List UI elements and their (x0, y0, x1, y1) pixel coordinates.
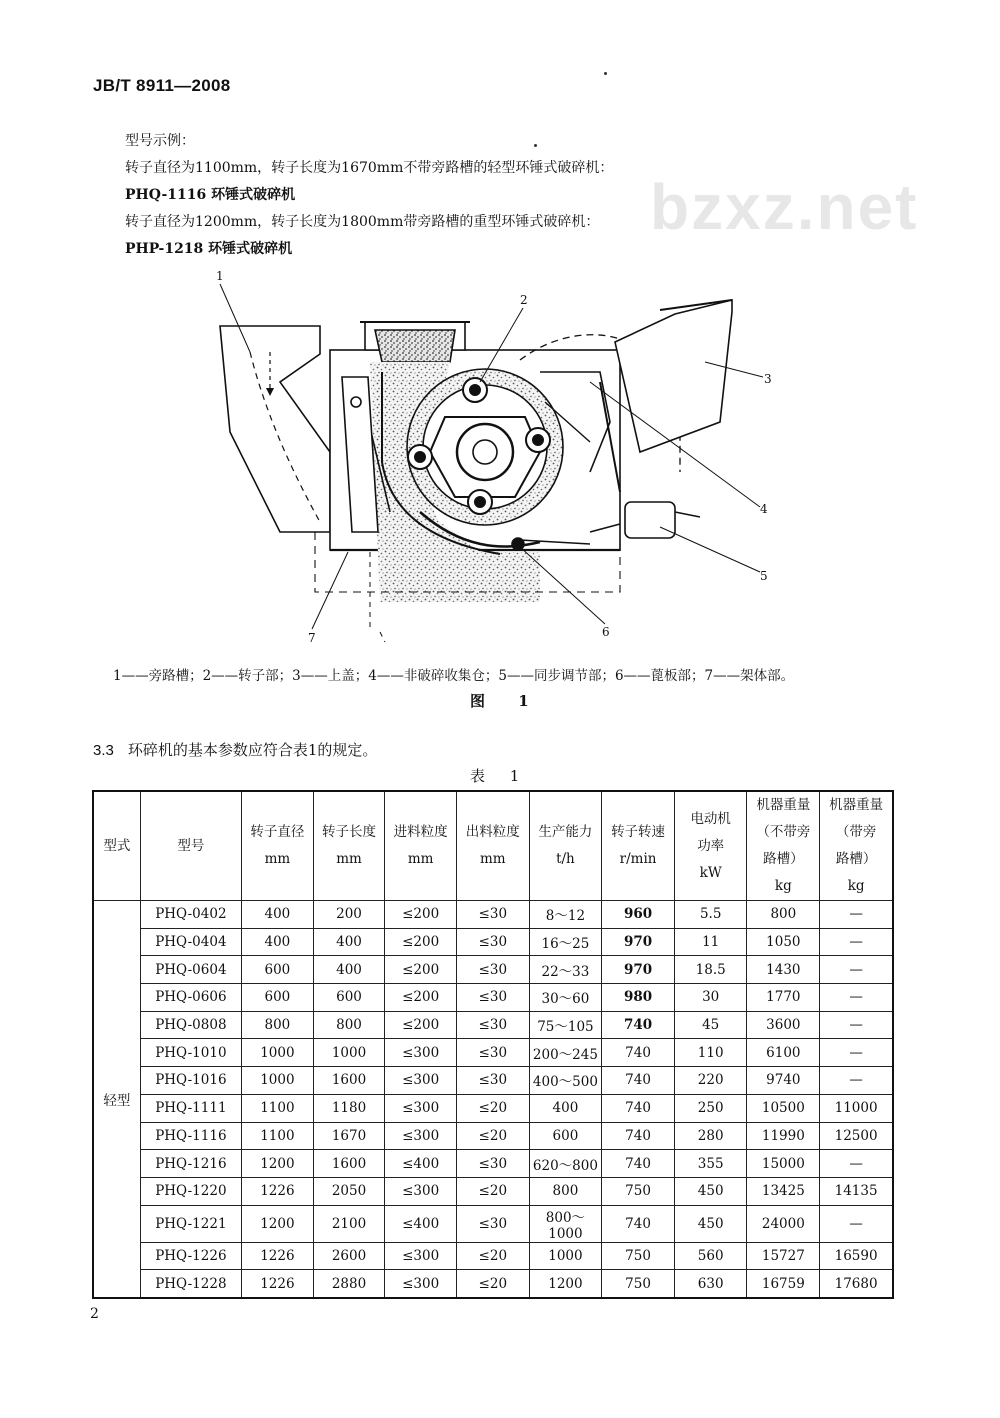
table-cell: 280 (674, 1122, 747, 1150)
table-cell: 800 (747, 901, 820, 929)
table-cell: — (820, 1011, 893, 1039)
table-cell: 1670 (313, 1122, 385, 1150)
header-capacity: 生产能力 t/h (529, 791, 602, 901)
table-cell: 400 (313, 928, 385, 956)
table-cell: PHQ-1111 (140, 1094, 241, 1122)
table-cell: ≤30 (457, 1150, 530, 1178)
callout-5: 5 (760, 569, 768, 583)
watermark: bzxz.net (650, 171, 919, 243)
group-label-cell: 轻型 (93, 901, 140, 1298)
table-cell: 18.5 (674, 956, 747, 984)
table-row (93, 984, 893, 1012)
table-cell: ≤20 (457, 1177, 530, 1205)
table-cell: ≤20 (457, 1242, 530, 1270)
parameter-table (92, 790, 894, 1299)
table-cell: ≤200 (385, 956, 457, 984)
scan-speck (534, 144, 537, 147)
table-cell: 45 (674, 1011, 747, 1039)
table-cell: 740 (602, 1205, 675, 1242)
table-cell: 2050 (313, 1177, 385, 1205)
table-cell: ≤20 (457, 1094, 530, 1122)
table-cell: 800 (242, 1011, 314, 1039)
table-cell: 355 (674, 1150, 747, 1178)
crusher-diagram (120, 262, 900, 662)
table-cell: 400 (313, 956, 385, 984)
table-cell: 400 (242, 928, 314, 956)
table-cell: 1000 (242, 1039, 314, 1067)
table-cell: 30 (674, 984, 747, 1012)
figure-caption: 图 1 (470, 692, 543, 710)
table-row (93, 1067, 893, 1095)
table-cell: 1200 (242, 1205, 314, 1242)
callout-3: 3 (764, 372, 772, 386)
table-cell: — (820, 928, 893, 956)
table-cell: 740 (602, 1122, 675, 1150)
table-cell: — (820, 901, 893, 929)
table-cell: ≤20 (457, 1122, 530, 1150)
table-cell: 400 (242, 901, 314, 929)
table-cell: 620～800 (529, 1150, 602, 1178)
callout-2: 2 (520, 293, 528, 307)
table-header-row (93, 791, 893, 901)
clause-text: 环碎机的基本参数应符合表1的规定。 (127, 741, 378, 759)
table-cell: ≤200 (385, 901, 457, 929)
table-cell: 2100 (313, 1205, 385, 1242)
table-cell: 6100 (747, 1039, 820, 1067)
table-cell: 1770 (747, 984, 820, 1012)
table-row (93, 1122, 893, 1150)
header-weight-no-bypass: 机器重量 （不带旁 路槽） kg (747, 791, 820, 901)
table-cell: ≤30 (457, 984, 530, 1012)
table-cell: 630 (674, 1270, 747, 1298)
table-cell: 1000 (313, 1039, 385, 1067)
table-cell: 740 (602, 1039, 675, 1067)
header-motor-power: 电动机 功率 kW (674, 791, 747, 901)
table-cell: 15000 (747, 1150, 820, 1178)
table-cell: 450 (674, 1205, 747, 1242)
header-rotor-speed: 转子转速 r/min (602, 791, 675, 901)
table-cell: ≤30 (457, 1067, 530, 1095)
table-cell: 250 (674, 1094, 747, 1122)
table-cell: 400～500 (529, 1067, 602, 1095)
table-cell: 200～245 (529, 1039, 602, 1067)
table-cell: 1000 (242, 1067, 314, 1095)
table-cell: — (820, 1205, 893, 1242)
table-cell: 740 (602, 1067, 675, 1095)
callout-6: 6 (602, 625, 610, 639)
table-cell: 970 (602, 956, 675, 984)
table-cell: 24000 (747, 1205, 820, 1242)
table-cell: 740 (602, 1011, 675, 1039)
table-cell: 16590 (820, 1242, 893, 1270)
table-cell: 1200 (529, 1270, 602, 1298)
table-row (93, 1150, 893, 1178)
table-cell: 9740 (747, 1067, 820, 1095)
table-cell: ≤30 (457, 1039, 530, 1067)
table-cell: 2880 (313, 1270, 385, 1298)
table-cell: PHQ-1220 (140, 1177, 241, 1205)
table-cell: — (820, 1067, 893, 1095)
table-row (93, 1270, 893, 1298)
table-cell: 15727 (747, 1242, 820, 1270)
table-cell: 450 (674, 1177, 747, 1205)
table-body (93, 901, 893, 1298)
table-cell: 17680 (820, 1270, 893, 1298)
callout-7: 7 (308, 631, 316, 645)
table-cell: 750 (602, 1242, 675, 1270)
table-cell: 1100 (242, 1094, 314, 1122)
header-weight-bypass: 机器重量 （带旁 路槽） kg (820, 791, 893, 901)
table-cell: 10500 (747, 1094, 820, 1122)
table-cell: PHQ-1016 (140, 1067, 241, 1095)
example1-model: PHQ-1116 环锤式破碎机 (125, 187, 296, 203)
table-cell: ≤300 (385, 1242, 457, 1270)
table-cell: 13425 (747, 1177, 820, 1205)
standard-number: JB/T 8911—2008 (93, 76, 231, 95)
table-cell: ≤20 (457, 1270, 530, 1298)
table-cell: 16759 (747, 1270, 820, 1298)
table-cell: ≤30 (457, 1011, 530, 1039)
table-cell: PHQ-1226 (140, 1242, 241, 1270)
table-cell: 800～1000 (529, 1205, 602, 1242)
table-cell: PHQ-0808 (140, 1011, 241, 1039)
table-cell: ≤300 (385, 1039, 457, 1067)
table-cell: 1180 (313, 1094, 385, 1122)
header-rotor-diameter: 转子直径 mm (242, 791, 314, 901)
table-cell: PHQ-1010 (140, 1039, 241, 1067)
table-cell: PHQ-0404 (140, 928, 241, 956)
table-cell: 2600 (313, 1242, 385, 1270)
table-cell: 560 (674, 1242, 747, 1270)
table-cell: ≤30 (457, 956, 530, 984)
table-cell: 1226 (242, 1270, 314, 1298)
table-cell: — (820, 956, 893, 984)
table-cell: ≤200 (385, 1011, 457, 1039)
table-cell: ≤200 (385, 984, 457, 1012)
page-number: 2 (90, 1306, 99, 1322)
table-cell: 750 (602, 1177, 675, 1205)
clause-number: 3.3 (93, 742, 114, 759)
header-output-size: 出料粒度 mm (457, 791, 530, 901)
header-model: 型号 (140, 791, 241, 901)
table-cell: 75～105 (529, 1011, 602, 1039)
example2-description: 转子直径为1200mm，转子长度为1800mm带旁路槽的重型环锤式破碎机： (125, 214, 600, 230)
table-cell: PHQ-1216 (140, 1150, 241, 1178)
table-cell: 1100 (242, 1122, 314, 1150)
table-cell: — (820, 984, 893, 1012)
callout-1: 1 (216, 269, 224, 283)
table-cell: PHQ-1116 (140, 1122, 241, 1150)
table-cell: PHQ-0402 (140, 901, 241, 929)
table-cell: PHQ-0606 (140, 984, 241, 1012)
table-cell: 1226 (242, 1177, 314, 1205)
table-cell: 740 (602, 1150, 675, 1178)
table-cell: 12500 (820, 1122, 893, 1150)
table-cell: 3600 (747, 1011, 820, 1039)
table-cell: 1000 (529, 1242, 602, 1270)
table-cell: ≤300 (385, 1067, 457, 1095)
table-cell: PHQ-1221 (140, 1205, 241, 1242)
table-row (93, 901, 893, 929)
table-cell: 8～12 (529, 901, 602, 929)
table-cell: 1600 (313, 1067, 385, 1095)
table-cell: — (820, 1039, 893, 1067)
table-cell: 30～60 (529, 984, 602, 1012)
table-cell: ≤400 (385, 1150, 457, 1178)
figure-legend: 1——旁路槽；2——转子部；3——上盖；4——非破碎收集仓；5——同步调节部；6——蓖板部；7——架体部。 (113, 668, 795, 684)
table-row (93, 1177, 893, 1205)
table-cell: 1200 (242, 1150, 314, 1178)
table-cell: ≤300 (385, 1122, 457, 1150)
table-row (93, 956, 893, 984)
table-cell: ≤30 (457, 901, 530, 929)
table-cell: 110 (674, 1039, 747, 1067)
table-row (93, 1011, 893, 1039)
table-cell: 11 (674, 928, 747, 956)
table-cell: 960 (602, 901, 675, 929)
table-cell: 970 (602, 928, 675, 956)
table-cell: 400 (529, 1094, 602, 1122)
table-cell: — (820, 1150, 893, 1178)
clause-3-3 (93, 739, 377, 760)
table-title: 表 1 (470, 767, 530, 785)
table-cell: ≤300 (385, 1177, 457, 1205)
table-cell: ≤30 (457, 928, 530, 956)
table-cell: 800 (313, 1011, 385, 1039)
header-type: 型式 (93, 791, 140, 901)
table-cell: ≤400 (385, 1205, 457, 1242)
table-cell: 1226 (242, 1242, 314, 1270)
table-cell: PHQ-1228 (140, 1270, 241, 1298)
example-heading: 型号示例： (125, 133, 195, 149)
table-cell: ≤300 (385, 1094, 457, 1122)
scan-speck (604, 72, 607, 75)
table-cell: 800 (529, 1177, 602, 1205)
table-cell: 600 (242, 956, 314, 984)
header-rotor-length: 转子长度 mm (313, 791, 385, 901)
table-cell: 220 (674, 1067, 747, 1095)
table-cell: 11000 (820, 1094, 893, 1122)
table-cell: 5.5 (674, 901, 747, 929)
table-row (93, 1205, 893, 1242)
table-cell: 980 (602, 984, 675, 1012)
table-row (93, 1094, 893, 1122)
table-cell: 750 (602, 1270, 675, 1298)
table-cell: 200 (313, 901, 385, 929)
table-cell: 600 (529, 1122, 602, 1150)
table-cell: ≤30 (457, 1205, 530, 1242)
table-cell: 600 (313, 984, 385, 1012)
table-cell: PHQ-0604 (140, 956, 241, 984)
table-cell: 600 (242, 984, 314, 1012)
table-cell: 16～25 (529, 928, 602, 956)
table-cell: 1050 (747, 928, 820, 956)
table-cell: ≤200 (385, 928, 457, 956)
table-row (93, 1039, 893, 1067)
table-cell: ≤300 (385, 1270, 457, 1298)
table-row (93, 1242, 893, 1270)
table-cell: 22～33 (529, 956, 602, 984)
table-cell: 740 (602, 1094, 675, 1122)
table-cell: 1600 (313, 1150, 385, 1178)
example1-description: 转子直径为1100mm，转子长度为1670mm不带旁路槽的轻型环锤式破碎机： (125, 160, 614, 176)
table-cell: 14135 (820, 1177, 893, 1205)
table-cell: 11990 (747, 1122, 820, 1150)
callout-4: 4 (760, 502, 768, 516)
table-cell: 1430 (747, 956, 820, 984)
example2-model: PHP-1218 环锤式破碎机 (125, 241, 293, 257)
table-row (93, 928, 893, 956)
header-feed-size: 进料粒度 mm (385, 791, 457, 901)
